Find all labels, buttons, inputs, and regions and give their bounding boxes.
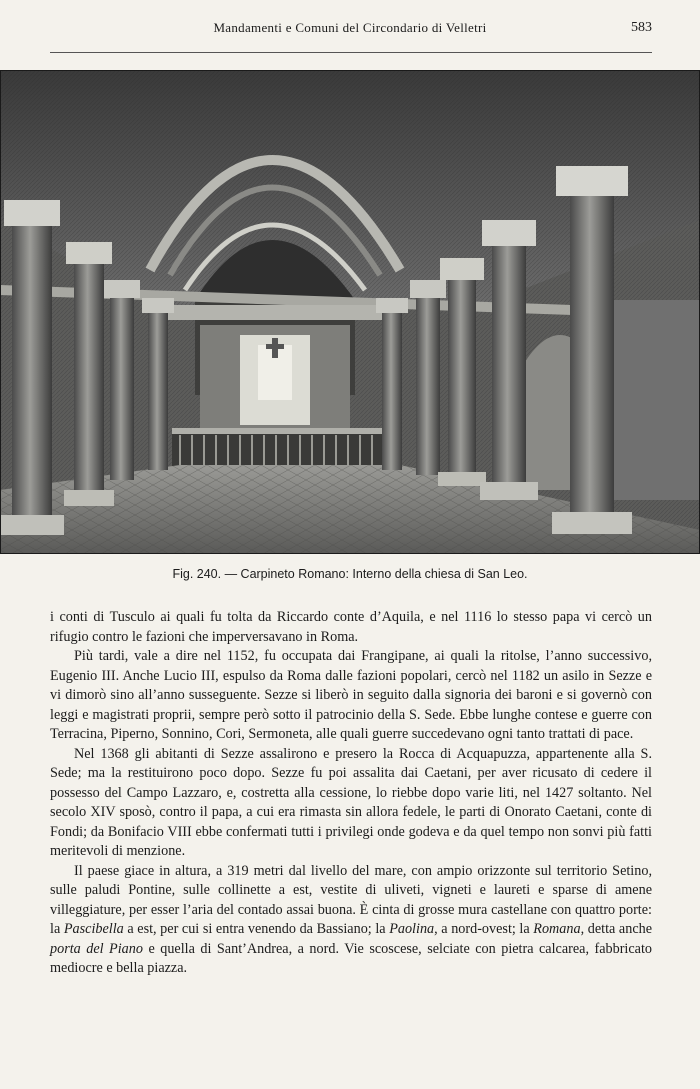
paragraph-1: i conti di Tusculo ai quali fu tolta da Riccardo conte d’Aquila, e nel 1116 lo stesso papa vi cercò un rifugio contro le fazioni che imperversavano in Roma. — [50, 609, 652, 645]
p4-text-2: a est, per cui si entra venendo da Bassiano; la — [123, 921, 390, 937]
p4-text-4: , detta anche — [580, 921, 653, 937]
paragraph-3: Nel 1368 gli abitanti di Sezze assalirono e presero la Rocca di Acquapuzza, appartenente alla S. Sede; ma la restituirono poco dopo. Sezze fu poi assalita dai Caetani, per aver ricusato di cedere il possesso del Campo Lazzaro, e, costretta alla cessione, lo riebbe dopo varie liti, nel 1427 soltanto. Nel secolo XIV sposò, contro il papa, a cui era rimasta sin allora fedele, le parti di Onorato Caetani, conte di Fondi; da Bonifacio VIII ebbe confermati tutti i privilegi onde godeva e da quel tempo non sonvi più fatti meritevoli di menzione. — [50, 745, 652, 859]
p4-text-1: Il paese giace in altura, a 319 metri dal livello del mare, con ampio orizzonte sul territorio Setino, sulle paludi Pontine, sulle collinette a est, vestite di uliveti, vigneti e laureti e sparse di amene villeggiature, per esser l’aria del contado assai buona. È cinta di grosse mura castellane con quattro porte: la — [50, 862, 652, 937]
figure-caption: Fig. 240. — Carpineto Romano: Interno della chiesa di San Leo. — [172, 567, 528, 581]
running-title: Mandamenti e Comuni del Circondario di Velletri — [213, 20, 487, 35]
page-number: 583 — [631, 20, 652, 35]
page-header — [0, 20, 700, 44]
body-text — [50, 608, 652, 979]
porta-paolina: Paolina — [389, 921, 435, 937]
p4-text-5: e quella di Sant’Andrea, a nord. Vie scoscese, selciate con pietra calcarea, fabbricato mediocre e bella piazza. — [50, 940, 652, 976]
header-rule — [50, 52, 652, 53]
p4-text-3: , a nord-ovest; la — [434, 921, 534, 937]
church-interior-engraving — [0, 70, 700, 554]
porta-pascibella: Pascibella — [63, 921, 124, 937]
paragraph-4 — [50, 862, 652, 979]
porta-del-piano: porta del Piano — [50, 940, 143, 957]
porta-romana: Romana — [533, 921, 581, 937]
paragraph-2: Più tardi, vale a dire nel 1152, fu occupata dai Frangipane, ai quali la ritolse, l’anno successivo, Eugenio III. Anche Lucio III, espulso da Roma dalle fazioni popolari, cercò nel 1182 un asilo in Sezze e vi dimorò sino all’anno susseguente. Sezze si liberò in seguito dalla signoria dei baroni e si governò con leggi e magistrati proprii, sempre però sotto il patrocinio della S. Sede. Ebbe lunghe contese e guerre con Terracina, Piperno, Sonnino, Cori, Sermoneta, alle quali guerre succedevano ogni tanto trattati di pace. — [50, 648, 652, 742]
